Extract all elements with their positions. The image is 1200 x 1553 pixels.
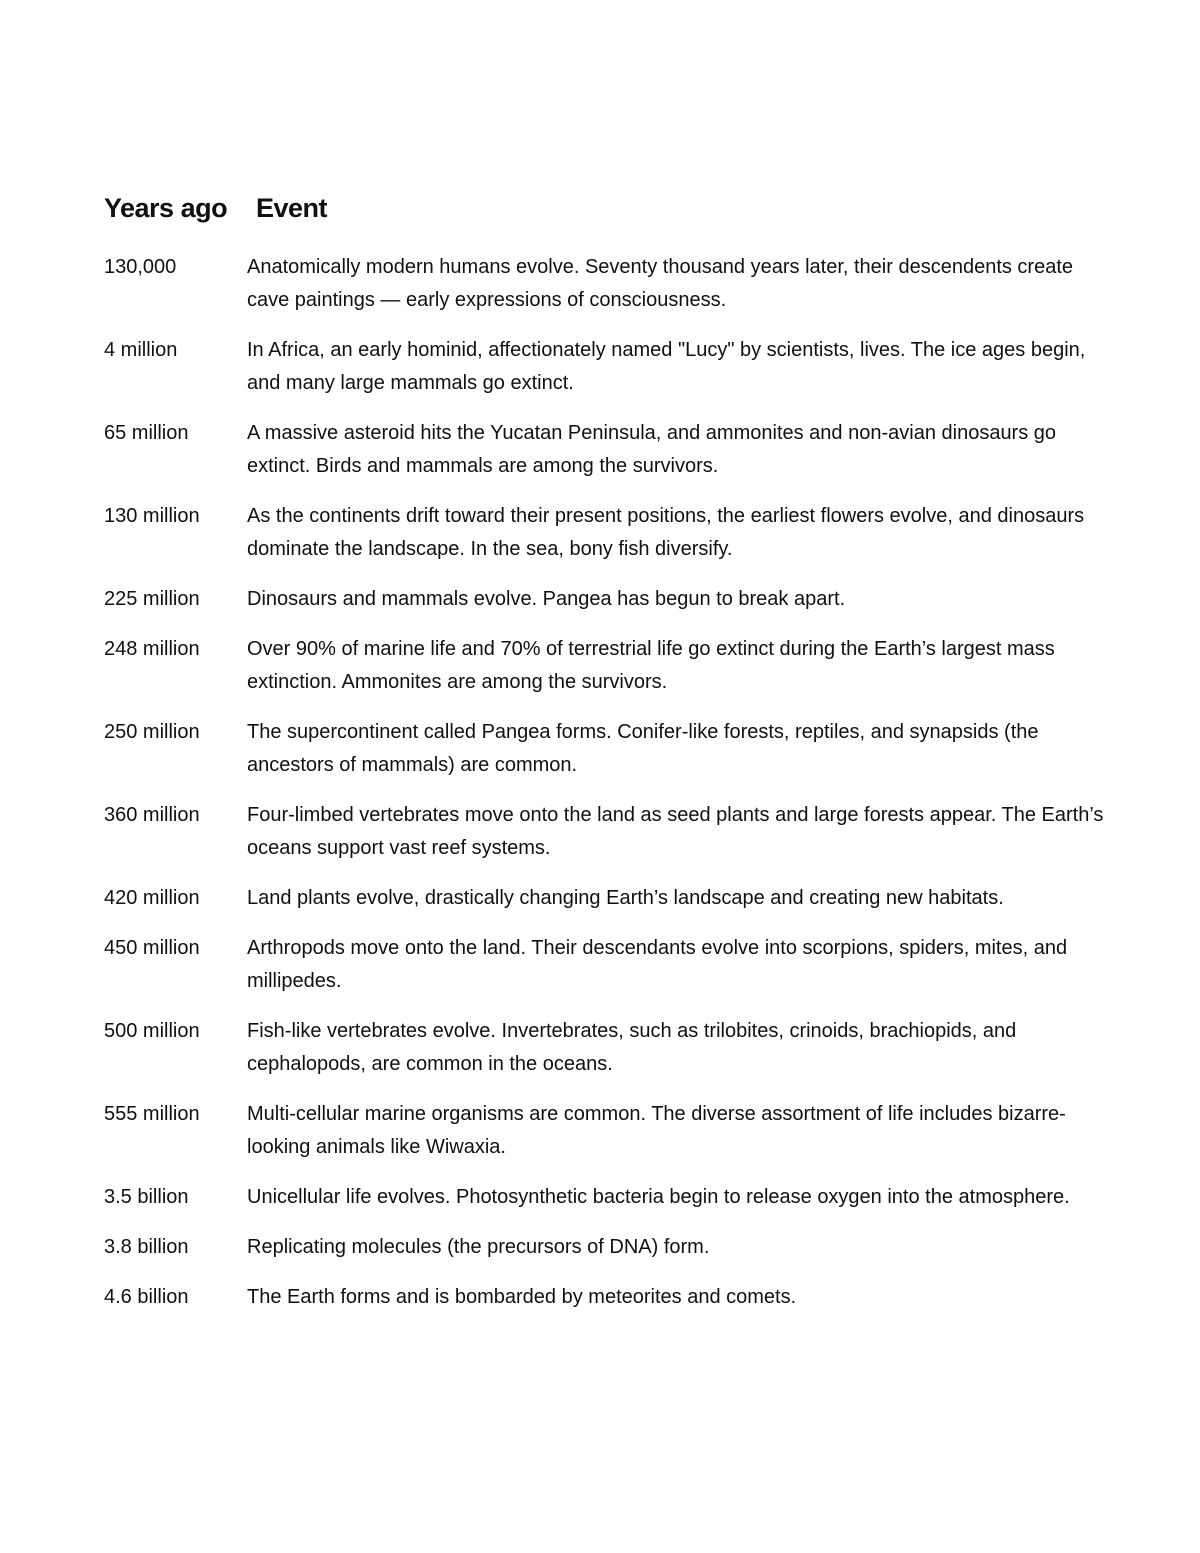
row-years: 3.8 billion [104, 1236, 189, 1258]
row-event: Dinosaurs and mammals evolve. Pangea has begun to break apart. [247, 588, 846, 610]
row-event: Four-limbed vertebrates move onto the land as seed plants and large forests appear. The Earth’s oceans support vast reef systems. [247, 804, 1104, 859]
table-row [104, 716, 1104, 782]
row-event: The Earth forms and is bombarded by meteorites and comets. [247, 1286, 797, 1308]
table-row [104, 334, 1104, 400]
timeline-table [104, 251, 1104, 1331]
row-event: Land plants evolve, drastically changing Earth’s landscape and creating new habitats. [247, 887, 1004, 909]
table-row [104, 1231, 1104, 1264]
table-row [104, 882, 1104, 915]
table-row [104, 417, 1104, 483]
row-event: Unicellular life evolves. Photosynthetic bacteria begin to release oxygen into the atmosphere. [247, 1186, 1070, 1208]
row-years: 500 million [104, 1020, 200, 1042]
row-event: Fish-like vertebrates evolve. Invertebrates, such as trilobites, crinoids, brachiopids, and cephalopods, are common in the oceans. [247, 1020, 1017, 1075]
row-years: 450 million [104, 937, 200, 959]
row-years: 360 million [104, 804, 200, 826]
table-row [104, 583, 1104, 616]
table-row [104, 1281, 1104, 1314]
row-event: Multi-cellular marine organisms are common. The diverse assortment of life includes bizarre-looking animals like Wiwaxia. [247, 1103, 1066, 1158]
row-event: A massive asteroid hits the Yucatan Peninsula, and ammonites and non-avian dinosaurs go extinct. Birds and mammals are among the survivors. [247, 422, 1057, 477]
row-event: In Africa, an early hominid, affectionately named "Lucy" by scientists, lives. The ice ages begin, and many large mammals go extinct. [247, 339, 1086, 394]
row-event: As the continents drift toward their present positions, the earliest flowers evolve, and dinosaurs dominate the landscape. In the sea, bony fish diversify. [247, 505, 1085, 560]
header-event: Event [256, 193, 328, 223]
row-years: 130 million [104, 505, 200, 527]
row-event: Replicating molecules (the precursors of DNA) form. [247, 1236, 710, 1258]
header-years-ago: Years ago [104, 193, 228, 223]
row-years: 4.6 billion [104, 1286, 189, 1308]
row-years: 420 million [104, 887, 200, 909]
row-years: 130,000 [104, 256, 177, 278]
row-event: Arthropods move onto the land. Their descendants evolve into scorpions, spiders, mites, and millipedes. [247, 937, 1068, 992]
table-row [104, 932, 1104, 998]
row-event: Anatomically modern humans evolve. Seventy thousand years later, their descendents create cave paintings — early expressions of consciousness. [247, 256, 1074, 311]
row-years: 248 million [104, 638, 200, 660]
row-years: 250 million [104, 721, 200, 743]
row-years: 65 million [104, 422, 189, 444]
table-row [104, 1181, 1104, 1214]
row-years: 555 million [104, 1103, 200, 1125]
table-row [104, 1098, 1104, 1164]
table-row [104, 633, 1104, 699]
table-row [104, 1015, 1104, 1081]
table-row [104, 799, 1104, 865]
row-years: 225 million [104, 588, 200, 610]
table-row [104, 251, 1104, 317]
table-row [104, 500, 1104, 566]
row-years: 4 million [104, 339, 178, 361]
row-event: The supercontinent called Pangea forms. Conifer-like forests, reptiles, and synapsids (the ancestors of mammals) are common. [247, 721, 1039, 776]
row-years: 3.5 billion [104, 1186, 189, 1208]
table-header [104, 193, 1104, 233]
row-event: Over 90% of marine life and 70% of terrestrial life go extinct during the Earth’s largest mass extinction. Ammonites are among the survivors. [247, 638, 1055, 693]
